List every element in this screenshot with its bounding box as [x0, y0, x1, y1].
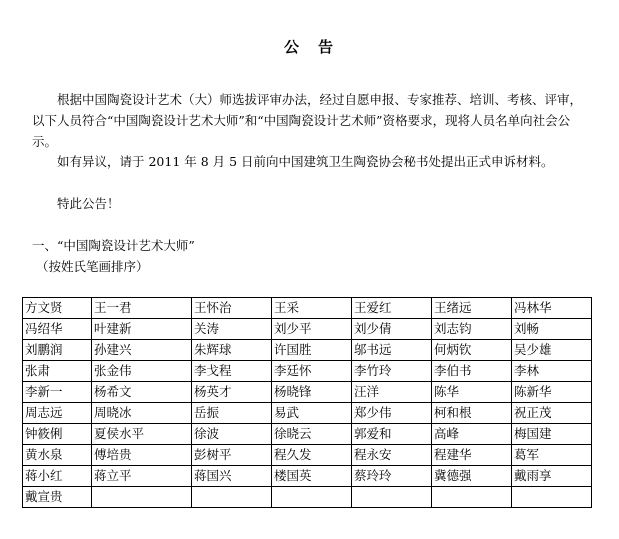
names-table	[22, 297, 592, 508]
name-cell: 刘少倩	[352, 319, 432, 340]
empty-cell	[192, 487, 272, 508]
name-cell: 李伯书	[432, 361, 512, 382]
empty-cell	[352, 487, 432, 508]
name-cell: 何炳钦	[432, 340, 512, 361]
name-cell: 戴宣贵	[23, 487, 92, 508]
name-cell: 蒋国兴	[192, 466, 272, 487]
notice-title: 公 告	[283, 38, 335, 56]
name-cell: 高峰	[432, 424, 512, 445]
intro-paragraph: 根据中国陶瓷设计艺术（大）师选拔评审办法，经过自愿申报、专家推荐、培训、考核、评审，以下人员符合“中国陶瓷设计艺术大师”和“中国陶瓷设计艺术师”资格要求，现将人员名单向社会公示。	[32, 92, 583, 149]
name-cell: 钟筱俐	[23, 424, 92, 445]
table-row	[23, 466, 592, 487]
name-cell: 柯和根	[432, 403, 512, 424]
empty-cell	[432, 487, 512, 508]
name-cell: 楼国英	[272, 466, 352, 487]
name-cell: 冯林华	[512, 298, 592, 319]
name-cell: 许国胜	[272, 340, 352, 361]
table-row	[23, 361, 592, 382]
name-cell: 刘畅	[512, 319, 592, 340]
name-cell: 叶建新	[92, 319, 192, 340]
name-cell: 冯绍华	[23, 319, 92, 340]
name-cell: 刘少平	[272, 319, 352, 340]
name-cell: 周志远	[23, 403, 92, 424]
objection-paragraph: 如有异议，请于 2011 年 8 月 5 日前向中国建筑卫生陶瓷协会秘书处提出正式申诉材料。	[32, 154, 554, 169]
name-cell: 刘鹏润	[23, 340, 92, 361]
table-row	[23, 340, 592, 361]
name-cell: 程建华	[432, 445, 512, 466]
table-row	[23, 487, 592, 508]
name-cell: 程久发	[272, 445, 352, 466]
name-cell: 易武	[272, 403, 352, 424]
name-cell: 王爱红	[352, 298, 432, 319]
name-cell: 关涛	[192, 319, 272, 340]
name-cell: 李新一	[23, 382, 92, 403]
name-cell: 王怀治	[192, 298, 272, 319]
name-cell: 程永安	[352, 445, 432, 466]
name-cell: 汪洋	[352, 382, 432, 403]
name-cell: 李戈程	[192, 361, 272, 382]
name-cell: 吴少雄	[512, 340, 592, 361]
name-cell: 葛军	[512, 445, 592, 466]
table-row	[23, 298, 592, 319]
name-cell: 方文贤	[23, 298, 92, 319]
name-cell: 傅培贵	[92, 445, 192, 466]
name-cell: 李竹玲	[352, 361, 432, 382]
name-cell: 周晓冰	[92, 403, 192, 424]
name-cell: 刘志钧	[432, 319, 512, 340]
empty-cell	[272, 487, 352, 508]
name-cell: 彭树平	[192, 445, 272, 466]
name-cell: 李廷怀	[272, 361, 352, 382]
name-cell: 陈华	[432, 382, 512, 403]
table-row	[23, 403, 592, 424]
name-cell: 孙建兴	[92, 340, 192, 361]
name-cell: 杨希文	[92, 382, 192, 403]
name-cell: 张肃	[23, 361, 92, 382]
section-heading: 一、“中国陶瓷设计艺术大师”	[32, 238, 195, 253]
name-cell: 王采	[272, 298, 352, 319]
name-cell: 岳振	[192, 403, 272, 424]
name-cell: 戴雨享	[512, 466, 592, 487]
name-cell: 张金伟	[92, 361, 192, 382]
name-cell: 杨晓锋	[272, 382, 352, 403]
name-cell: 杨英才	[192, 382, 272, 403]
name-cell: 蒋小红	[23, 466, 92, 487]
name-cell: 黄水泉	[23, 445, 92, 466]
name-cell: 李林	[512, 361, 592, 382]
name-cell: 陈新华	[512, 382, 592, 403]
name-cell: 王一君	[92, 298, 192, 319]
table-row	[23, 424, 592, 445]
empty-cell	[92, 487, 192, 508]
name-cell: 邬书远	[352, 340, 432, 361]
name-cell: 冀德强	[432, 466, 512, 487]
name-cell: 夏侯水平	[92, 424, 192, 445]
table-row	[23, 445, 592, 466]
name-cell: 梅国建	[512, 424, 592, 445]
name-cell: 祝正茂	[512, 403, 592, 424]
name-cell: 蔡玲玲	[352, 466, 432, 487]
table-row	[23, 319, 592, 340]
closing-paragraph: 特此公告！	[32, 196, 120, 211]
name-cell: 蒋立平	[92, 466, 192, 487]
name-cell: 徐晓云	[272, 424, 352, 445]
name-cell: 徐波	[192, 424, 272, 445]
name-cell: 朱辉球	[192, 340, 272, 361]
name-cell: 郭爱和	[352, 424, 432, 445]
empty-cell	[512, 487, 592, 508]
table-row	[23, 382, 592, 403]
name-cell: 王绪远	[432, 298, 512, 319]
name-cell: 郑少伟	[352, 403, 432, 424]
section-sort-note: （按姓氏笔画排序）	[36, 259, 149, 274]
